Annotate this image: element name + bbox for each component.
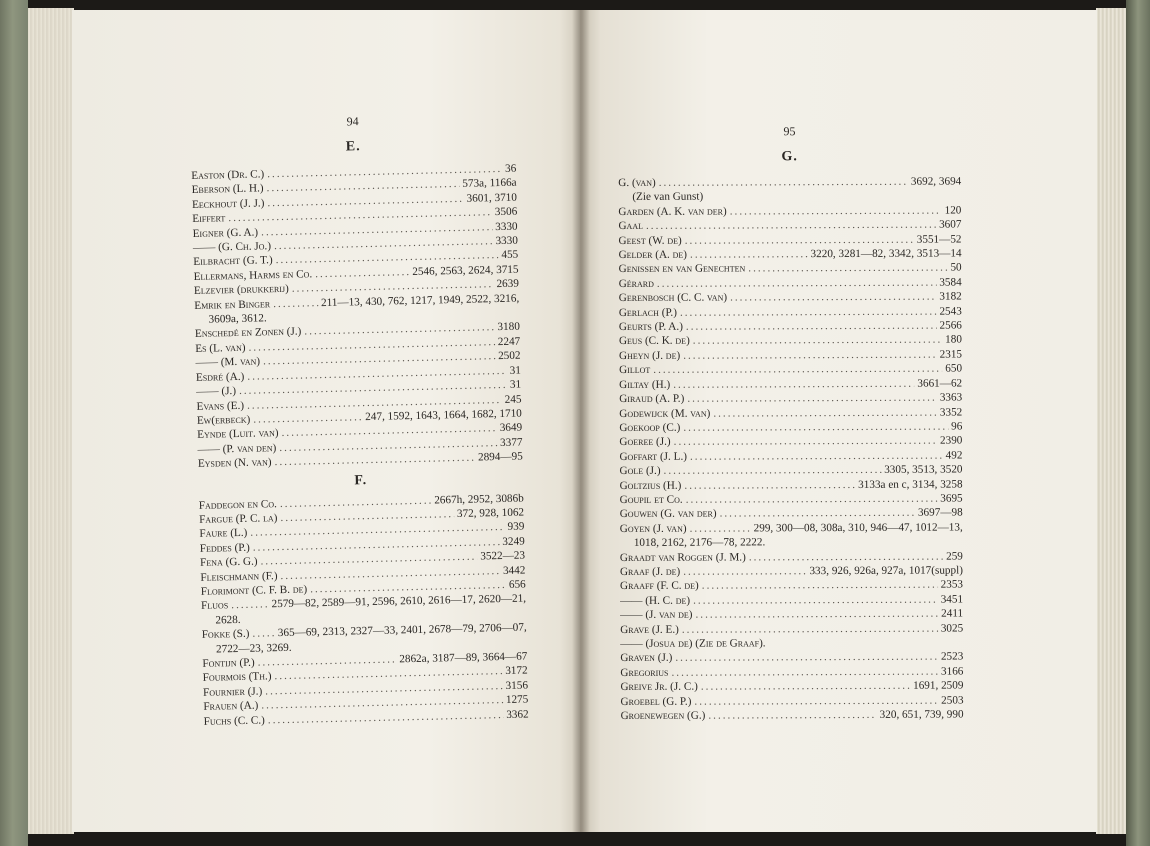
entry-name: —— (Josua de) (Zie de Graaf). xyxy=(620,637,766,650)
leader-dots xyxy=(646,218,936,234)
section-letter: E. xyxy=(345,139,361,155)
entry-references: 2579—82, 2589—91, 2596, 2610, 2616—17, 2620—21, xyxy=(271,592,527,611)
entry-references: 3172 xyxy=(505,664,528,678)
entry-name: Fokke (S.) xyxy=(201,627,250,642)
entry-name: Gerlach (P.) xyxy=(618,306,677,319)
entry-references: 3607 xyxy=(939,218,962,231)
entry-references: 3249 xyxy=(502,535,525,548)
entry-name: Fargue (P. C. la) xyxy=(199,512,278,526)
entry-references: 2667h, 2952, 3086b xyxy=(434,492,524,507)
entry-name: Goffart (J. L.) xyxy=(619,450,687,463)
entry-references: 3692, 3694 xyxy=(910,175,962,188)
entry-name: Ew(erbeck) xyxy=(196,413,251,427)
entry-references: 3133a en c, 3134, 3258 xyxy=(858,478,963,491)
entry-name: Feddes (P.) xyxy=(199,541,250,555)
leader-dots xyxy=(720,506,915,521)
entry-references: 573a, 1166a xyxy=(462,177,517,191)
entry-name: Gelder (A. de) xyxy=(618,248,688,262)
entry-name: Goupil et Co. xyxy=(619,493,683,506)
entry-references: 365—69, 2313, 2327—33, 2401, 2678—79, 2706—07, xyxy=(277,621,527,640)
index-entry xyxy=(619,333,962,349)
entry-name: Enschedé en Zonen (J.) xyxy=(194,325,302,341)
entry-references: 2546, 2563, 2624, 3715 xyxy=(412,263,519,278)
entry-name: Faddegon en Co. xyxy=(198,497,278,512)
index-entry xyxy=(620,679,963,695)
page-edges-right xyxy=(1096,8,1126,834)
leader-dots xyxy=(748,261,947,276)
entry-references: 3442 xyxy=(502,564,526,577)
entry-references: 3180 xyxy=(497,321,520,334)
index-entry xyxy=(620,607,963,623)
entry-references: 3661—62 xyxy=(917,377,963,390)
index-entry xyxy=(619,247,962,263)
entry-references: 2523 xyxy=(940,650,964,664)
entry-name: Gouwen (G. van der) xyxy=(619,507,717,521)
book-cover-right xyxy=(1126,0,1150,846)
leader-dots xyxy=(683,347,937,363)
index-entry xyxy=(619,434,962,450)
entry-references: 3377 xyxy=(499,436,523,449)
entry-references: 2566 xyxy=(939,319,962,332)
entry-continuation: (Zie van Gunst) xyxy=(632,191,704,204)
entry-name: —— (P. van den) xyxy=(197,441,277,456)
entry-name: Graaf (J. de) xyxy=(619,565,681,578)
leader-dots xyxy=(674,434,937,450)
leader-dots xyxy=(273,296,318,311)
entry-references: 2411 xyxy=(941,607,964,620)
leader-dots xyxy=(685,232,914,247)
leader-dots xyxy=(683,564,806,579)
index-entry xyxy=(619,261,962,277)
entry-references: 3601, 3710 xyxy=(466,191,518,205)
index-entry xyxy=(619,405,962,421)
entry-references: 245 xyxy=(504,393,522,406)
leader-dots xyxy=(673,376,914,391)
page-edges-left xyxy=(28,8,74,834)
entry-name: Gérard xyxy=(618,277,654,290)
entry-references: 3649 xyxy=(499,421,523,435)
entry-name: Eiffert xyxy=(192,212,226,226)
entry-name: Florimont (C. F. B. de) xyxy=(200,583,308,598)
index-entry xyxy=(618,175,961,205)
entry-name: Gerenbosch (C. C. van) xyxy=(618,291,728,305)
entry-references: 3695 xyxy=(940,492,963,505)
entry-references: 3584 xyxy=(939,276,962,289)
index-entry xyxy=(620,506,963,522)
entry-name: Eeckhout (J. J.) xyxy=(191,197,265,211)
entry-name: Eilbracht (G. T.) xyxy=(193,254,273,269)
entry-references: 3451 xyxy=(940,593,964,606)
entry-references: 3363 xyxy=(939,391,963,404)
entry-name: Frauen (A.) xyxy=(203,699,259,714)
index-entry xyxy=(619,463,962,479)
entry-references: 2390 xyxy=(939,434,963,447)
entry-name: Goyen (J. van) xyxy=(619,522,687,535)
entry-name: Ellermans, Harms en Co. xyxy=(193,268,313,283)
entry-name: Giltay (H.) xyxy=(619,378,671,391)
index-entry xyxy=(620,592,963,608)
entry-references: 2894—95 xyxy=(477,450,523,464)
entry-name: Faure (L.) xyxy=(199,527,248,541)
entry-references: 50 xyxy=(950,261,962,274)
entry-name: Genissen en van Genechten xyxy=(618,262,746,276)
entry-name: Elzevier (drukkerij) xyxy=(193,283,289,298)
leader-dots xyxy=(653,362,942,378)
leader-dots xyxy=(695,607,938,622)
index-entry xyxy=(619,419,962,435)
entry-name: Easton (Dr. C.) xyxy=(191,168,265,182)
index-entry xyxy=(620,650,963,666)
entry-references: 2503 xyxy=(941,694,964,707)
index-entry xyxy=(620,491,963,507)
entry-references: 2543 xyxy=(939,305,962,318)
entry-name: Fourmois (Th.) xyxy=(202,670,272,685)
entry-references: 3697—98 xyxy=(917,506,963,520)
entry-name: Eigner (G. A.) xyxy=(192,226,259,240)
entry-references: 2315 xyxy=(939,348,963,361)
leader-dots xyxy=(675,650,938,666)
entry-references: 3362 xyxy=(506,708,529,721)
entry-references: 3305, 3513, 3520 xyxy=(884,463,963,476)
entry-references: 96 xyxy=(951,420,963,433)
entry-name: Greive Jr. (J. C.) xyxy=(620,680,698,694)
leader-dots xyxy=(671,664,938,680)
entry-references: 36 xyxy=(504,162,517,175)
leader-dots xyxy=(684,477,855,492)
index-entry xyxy=(619,347,962,363)
leader-dots xyxy=(680,304,937,320)
book-cover-left xyxy=(0,0,28,846)
entry-name: Fournier (J.) xyxy=(202,685,263,699)
entry-name: Gaal xyxy=(618,220,644,233)
entry-name: Goltzius (H.) xyxy=(619,479,682,492)
index-entry xyxy=(619,319,962,335)
leader-dots xyxy=(690,448,943,464)
entry-name: —— (J. van de) xyxy=(620,608,693,622)
leader-dots xyxy=(657,275,936,291)
leader-dots xyxy=(686,319,937,334)
entry-references: 656 xyxy=(508,578,526,591)
left-page-column xyxy=(190,110,529,729)
leader-dots xyxy=(730,203,942,218)
entry-name: Garden (A. K. van der) xyxy=(618,205,727,218)
entry-references: 180 xyxy=(945,333,962,347)
entry-references: 372, 928, 1062 xyxy=(456,506,525,520)
entry-name: Gheyn (J. de) xyxy=(618,349,681,362)
entry-references: 2353 xyxy=(940,578,964,591)
entry-references: 1691, 2509 xyxy=(913,679,964,692)
entry-name: —— (H. C. de) xyxy=(620,594,691,607)
leader-dots xyxy=(252,626,275,641)
entry-references: 492 xyxy=(945,449,963,462)
book-gutter xyxy=(572,10,590,832)
entry-name: Geest (W. de) xyxy=(618,234,682,247)
entry-continuation: 1018, 2162, 2176—78, 2222. xyxy=(633,536,766,550)
entry-references: 3506 xyxy=(494,205,518,219)
leader-dots xyxy=(713,405,937,420)
leader-dots xyxy=(708,708,876,723)
entry-references: 2247 xyxy=(497,335,521,348)
entry-continuation: 2628. xyxy=(215,613,241,627)
index-entry xyxy=(619,275,962,291)
entry-references: 31 xyxy=(509,364,521,377)
entry-continuation: 2722—23, 3269. xyxy=(215,641,292,656)
index-entry xyxy=(620,563,963,579)
index-entry xyxy=(619,290,962,306)
index-entry xyxy=(619,376,962,392)
entry-references: 320, 651, 739, 990 xyxy=(879,708,964,721)
entry-name: Emrik en Binger xyxy=(194,297,271,312)
entry-name: Eysden (N. van) xyxy=(197,456,272,471)
index-entry xyxy=(619,448,962,464)
entry-references: 120 xyxy=(944,204,962,217)
entry-name: Fontijn (P.) xyxy=(202,656,255,670)
entry-name: Es (L. van) xyxy=(195,341,246,355)
entry-references: 259 xyxy=(946,550,963,563)
entry-name: Fleischmann (F.) xyxy=(200,569,278,584)
entry-name: Fuchs (C. C.) xyxy=(203,714,265,728)
entry-references: 3166 xyxy=(940,665,964,678)
entry-name: Eberson (L. H.) xyxy=(191,182,264,197)
entry-references: 211—13, 430, 762, 1217, 1949, 2522, 3216, xyxy=(320,292,520,309)
entry-references: 3156 xyxy=(505,679,529,692)
entry-references: 3330 xyxy=(495,234,519,248)
entry-name: Groebel (G. P.) xyxy=(620,695,692,708)
leader-dots xyxy=(690,521,751,536)
index-entry xyxy=(618,203,961,219)
entry-name: Grave (J. E.) xyxy=(620,623,679,636)
entry-name: Goeree (J.) xyxy=(619,436,671,449)
right-page-column xyxy=(618,123,964,724)
entry-name: Gole (J.) xyxy=(619,464,661,478)
index-entry xyxy=(619,391,962,407)
entry-references: 2502 xyxy=(497,349,521,363)
index-entry xyxy=(619,362,962,378)
page-number: 95 xyxy=(783,124,796,139)
entry-name: Eynde (Luit. van) xyxy=(197,427,279,442)
leader-dots xyxy=(702,578,938,593)
index-entry xyxy=(621,708,964,724)
entry-references: 3330 xyxy=(495,220,518,233)
entry-name: Graaff (F. C. de) xyxy=(619,580,699,593)
index-entry xyxy=(620,549,963,565)
leader-dots xyxy=(749,549,943,564)
entry-references: 939 xyxy=(507,520,525,534)
entry-name: Graadt van Roggen (J. M.) xyxy=(619,551,746,564)
leader-dots xyxy=(683,419,948,435)
entry-references: 2862a, 3187—89, 3664—67 xyxy=(399,650,528,666)
index-entry xyxy=(620,635,963,651)
entry-continuation: 3609a, 3612. xyxy=(208,312,267,326)
entry-name: Graven (J.) xyxy=(620,652,673,665)
page-number: 94 xyxy=(346,114,359,129)
entry-references: 3025 xyxy=(940,622,964,635)
index-entry xyxy=(620,621,963,637)
entry-references: 247, 1592, 1643, 1664, 1682, 1710 xyxy=(365,407,522,424)
index-entry xyxy=(620,578,963,594)
leader-dots xyxy=(730,290,936,305)
entry-references: 31 xyxy=(509,378,522,391)
entry-name: Groenewegen (G.) xyxy=(620,709,706,723)
entry-references: 3220, 3281—82, 3342, 3513—14 xyxy=(810,247,962,261)
index-entry xyxy=(618,218,961,234)
leader-dots xyxy=(664,463,882,478)
leader-dots xyxy=(694,693,938,708)
entry-name: Esdré (A.) xyxy=(195,370,245,384)
entry-name: —— (J.) xyxy=(196,385,237,399)
entry-name: Fena (G. G.) xyxy=(199,555,258,570)
leader-dots xyxy=(682,621,938,637)
entry-references: 3352 xyxy=(939,406,963,419)
index-entry xyxy=(620,664,963,680)
leader-dots xyxy=(701,679,910,694)
entry-name: Godewijck (M. van) xyxy=(619,407,711,420)
leader-dots xyxy=(693,592,938,607)
entry-name: Giraud (A. P.) xyxy=(619,392,685,406)
leader-dots xyxy=(231,598,269,613)
entry-references: 650 xyxy=(945,362,963,375)
entry-name: Evans (E.) xyxy=(196,399,245,413)
entry-name: Gregorius xyxy=(620,666,669,679)
entry-references: 2639 xyxy=(496,277,520,291)
index-entry xyxy=(618,232,961,248)
entry-name: —— (G. Ch. Jo.) xyxy=(192,240,272,254)
index-entry xyxy=(620,693,963,709)
entry-references: 455 xyxy=(501,249,519,262)
leader-dots xyxy=(686,492,938,508)
section-letter: F. xyxy=(354,472,368,488)
index-entry xyxy=(619,304,962,320)
entry-name: Goekoop (C.) xyxy=(619,421,681,434)
entry-name: Geus (C. K. de) xyxy=(618,335,690,348)
leader-dots xyxy=(690,247,808,262)
leader-dots xyxy=(687,391,937,406)
entry-references: 1275 xyxy=(505,693,529,707)
entry-name: Geurts (P. A.) xyxy=(618,320,683,334)
entry-name: Gillot xyxy=(619,364,651,377)
entry-name: G. (van) xyxy=(618,176,656,189)
entry-references: 299, 300—08, 308a, 310, 946—47, 1012—13, xyxy=(753,521,963,535)
index-entry xyxy=(620,477,963,493)
entry-references: 3522—23 xyxy=(480,549,526,563)
leader-dots xyxy=(659,175,908,190)
entry-references: 3551—52 xyxy=(916,233,962,246)
entry-name: Fluos xyxy=(200,599,229,613)
entry-references: 3182 xyxy=(939,290,962,303)
entry-name: —— (M. van) xyxy=(195,355,261,370)
entry-references: 333, 926, 926a, 927a, 1017(suppl) xyxy=(809,564,963,578)
leader-dots xyxy=(693,333,942,348)
section-letter: G. xyxy=(781,149,798,165)
index-entry xyxy=(620,520,963,550)
